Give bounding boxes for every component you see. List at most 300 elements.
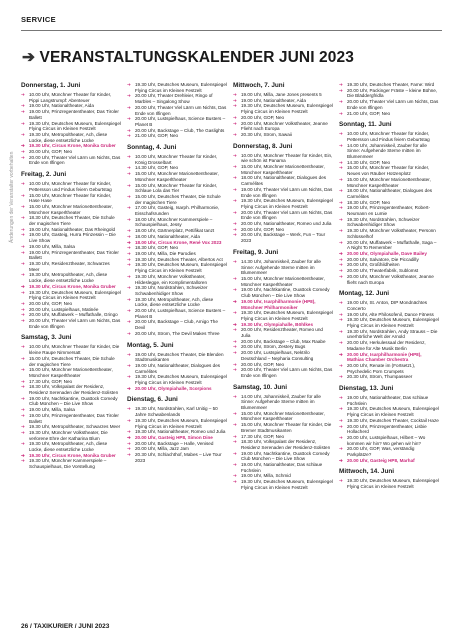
event-text: 18.00 Uhr, Gärtnerplatz, Pettifikat tanzt [135, 228, 215, 234]
arrow-icon: ➔ [127, 165, 131, 171]
event-item [127, 205, 227, 216]
event-columns [21, 82, 443, 602]
event-text: 15.00 Uhr, Münchner Marionettentheater, Münchner Kasperltheater [29, 367, 113, 378]
event-item [339, 188, 439, 199]
arrow-icon: ➔ [127, 330, 131, 336]
event-text: 20.00 Uhr, Renate im (Fortsetzt.), Psychedelic Porn Crumpets [347, 362, 416, 374]
arrow-icon: ➔ [233, 97, 237, 103]
event-text: 19.30 Uhr, Deutsches Museum, Eulenspiegel Flying Circus im Kleinen Festzelt [347, 317, 439, 329]
arrow-icon: ➔ [127, 434, 131, 440]
event-text: 20.00 Uhr, Lustspielhaus, Science Busters – Planet B [135, 116, 226, 127]
event-item [339, 274, 439, 285]
event-item [127, 116, 227, 127]
arrow-icon: ➔ [21, 120, 25, 126]
event-item [339, 424, 439, 435]
event-text: 19.00 Uhr, Theater Viel Lärm um Nichts, Das Ende von Ilfingen [241, 186, 333, 198]
day-heading: Samstag, 10. Juni [233, 383, 287, 391]
event-text: 20.00 Uhr, Backstage – Werk, Fun – Tour 2023 [241, 232, 326, 244]
event-text: 17.00 Uhr, Gasteig, Isarph. Philharmonie, Eisschafsrunden [135, 205, 220, 217]
event-item [127, 285, 227, 296]
arrow-icon: ➔ [127, 93, 131, 99]
section-divider [21, 30, 442, 31]
arrow-icon: ➔ [127, 262, 131, 268]
arrow-icon: ➔ [339, 362, 343, 368]
event-text: 19.00 Uhr, Milla, Die Parodies [135, 250, 196, 256]
arrow-icon: ➔ [339, 176, 343, 182]
arrow-icon: ➔ [233, 226, 237, 232]
arrow-icon: ➔ [21, 412, 25, 418]
arrow-icon: ➔ [127, 285, 131, 291]
event-item [339, 228, 439, 239]
event-text: 19.30 Uhr, Deutsches Museum, Eulenspiegel Flying Circus im Kleinen Festzelt [135, 82, 227, 93]
event-item [127, 105, 227, 116]
event-item [127, 133, 227, 139]
event-text: 10.00 Uhr, Münchner Theater für Kinder, Ein, wie schön ist Panama [241, 152, 333, 164]
event-text: 19.30 Uhr, Deutsches Museum, Eulenspiegel Flying Circus im Kleinen Festzelt [241, 479, 333, 490]
event-item [339, 165, 439, 176]
event-text: 19.30 Uhr, Metropoltheater, Ach, diese Lücke, diese entsetzliche Lücke [29, 441, 108, 453]
day-heading: Donnerstag, 1. Juni [21, 82, 81, 89]
event-text: 19.00 Uhr, Milla, Schmid [241, 473, 291, 479]
arrow-icon: ➔ [127, 133, 131, 139]
event-item [21, 384, 121, 395]
event-text: 19.30 Uhr, Deutsches Museum, Eulenspiegel Flying Circus im Kleinen Festzelt [29, 289, 121, 301]
arrow-icon: ➔ [339, 239, 343, 245]
event-item [21, 261, 121, 272]
arrow-icon: ➔ [21, 192, 25, 198]
arrow-icon: ➔ [127, 446, 131, 452]
event-item [339, 240, 439, 251]
event-text: 18.30 Uhr, Volkspalast der Residenz, Residenz Serenaden der Residenz-Solisten [29, 384, 119, 396]
event-text: 20.00 Uhr, Isarphilharmonie (HP8), Mathias Chamber Orchestra [347, 351, 422, 363]
day-heading: Freitag, 2. Juni [21, 171, 67, 179]
event-item [21, 250, 121, 261]
arrow-icon: ➔ [127, 440, 131, 446]
arrow-icon: ➔ [21, 458, 25, 464]
event-text: 20.30 Uhr, Schlachthof, Mabes – Live Tour 2023 [135, 452, 222, 463]
arrow-icon: ➔ [21, 318, 25, 324]
event-text: 20.00 Uhr, Theater Drehleier, Ringo of Marbles – Singalong Show [135, 93, 213, 105]
day-heading: Mittwoch, 7. Juni [233, 82, 285, 89]
event-text: 14.30 Uhr, Johanniskeil, Zauber für alle Sinne: Aufgehende Sterne mitten im Blumenmeer [241, 258, 321, 276]
event-item [339, 374, 439, 380]
event-text: 19.30 Uhr, Deutsches Museum, Eulenspiegel Flying Circus im Kleinen Festzelt [135, 262, 227, 274]
event-text: 18.00 Uhr, Nationaltheater, Dialogues des Carmélites [347, 188, 433, 199]
arrow-icon: ➔ [233, 175, 237, 181]
event-text: 18.00 Uhr, Circus Krone, René Vox 2023 [135, 239, 222, 245]
event-item [21, 92, 121, 103]
arrow-icon: ➔ [127, 429, 131, 435]
arrow-icon: ➔ [127, 385, 131, 391]
event-item [339, 143, 439, 160]
event-text: 20.00 Uhr, Lustspielhaus, Nektrilo Deutschland – Nepharia Consulting [241, 350, 314, 361]
event-item [233, 287, 333, 298]
event-item [21, 181, 121, 192]
event-text: 19.00 Uhr, Nachtkantine, Ouattock Comedy Club München – Die Live Show [241, 450, 330, 462]
event-text: 19.30 Uhr, Deutsches Theater, Albertos Act [135, 256, 223, 262]
event-text: 18.00 Uhr, Münchner Kammerspiele – Schauspielhaus, Jessy [135, 216, 213, 228]
event-text: 20.00 Uhr, Olympiahalle, Scorpions [135, 385, 212, 391]
event-item [21, 344, 121, 355]
arrow-icon: ➔ [339, 311, 343, 317]
event-text: 21.00 Uhr, GOP, Neo [347, 110, 391, 116]
arrow-icon: ➔ [127, 245, 131, 251]
event-item [21, 204, 121, 215]
arrow-icon: ➔ [21, 103, 25, 109]
event-text: 20.00 Uhr, GOP, Neo [241, 226, 285, 232]
arrow-icon: ➔ [233, 433, 237, 439]
arrow-icon: ➔ [233, 479, 237, 485]
event-text: 14.30 Uhr, GOP, Neo [135, 165, 179, 171]
arrow-icon: ➔ [339, 268, 343, 274]
event-text: 20.00 Uhr, Nationaltheater, Romeo und Julia [241, 221, 332, 227]
arrow-icon: ➔ [339, 395, 343, 401]
event-text: 19.00 Uhr, Prinzregententheater, Das Tiroler Ballett [29, 412, 119, 424]
arrow-icon: ➔ [127, 452, 131, 458]
arrow-icon: ➔ [339, 199, 343, 205]
event-item [21, 458, 121, 469]
event-text: 19.30 Uhr, Circus Krone, Monika Gruber [29, 452, 116, 458]
event-text: 19.00 Uhr, Prinzregententheater, Das Tiroler Ballett [29, 249, 119, 261]
arrow-icon: ➔ [233, 473, 237, 479]
event-text: 19.00 Uhr, Prinzregententheater, Robert-Neumann en Lumie [347, 205, 430, 217]
event-item [233, 394, 333, 411]
event-text: 15.00 Uhr, Münchner Theater für Kinder, Neues von Räuber Hotzenplotz [347, 165, 430, 177]
event-item [233, 422, 333, 433]
event-text: 19.00 Uhr, Nationaltheater, Das schlaue Füchslein [241, 462, 323, 473]
event-text: 20.00 Uhr, Muffatwerk – Muffathalle, Saga – A Night To Remember [347, 239, 437, 251]
event-text: 19.00 Uhr, Gasteig, Hurra Prinzessin – Die Live Show [29, 232, 116, 244]
event-text: 19.00 Uhr, Nationaltheater, Das Rheingold [29, 226, 116, 232]
arrow-icon: ➔ [21, 378, 25, 384]
event-text: 19.00 Uhr, Prinzregententheater, Das Tiroler Ballett [29, 109, 119, 120]
arrow-icon: ➔ [21, 441, 25, 447]
event-item [339, 88, 439, 99]
event-text: 20.00 Uhr, GOP, Was, verständig Parkplätze? [347, 446, 415, 458]
event-text: 14.00 Uhr, Johanniskeil, Zauber für alle Sinne: Aufgehende Sterne mitten im Blumenmeer [347, 142, 427, 160]
event-text: 20.00 Uhr, Münchner Volkstheater, Jeanne Flieht nach Europa [241, 120, 328, 132]
event-item [339, 406, 439, 417]
arrow-icon: ➔ [21, 215, 25, 221]
event-text: 19.30 Uhr, Nordstrahlen, Schweizer Schwabenhidiger Show [135, 285, 208, 296]
arrow-icon: ➔ [21, 181, 25, 187]
event-item [233, 198, 333, 209]
arrow-icon: ➔ [21, 149, 25, 155]
event-text: 20.00 Uhr, Strom, The Devil Makes Three [135, 330, 220, 336]
event-text: 20.00 Uhr, Gasteig HP8, Marhaf [347, 457, 415, 463]
title-arrow-icon: ➔ [22, 49, 36, 66]
arrow-icon: ➔ [21, 283, 25, 289]
event-item [21, 290, 121, 301]
day-heading: Sonntag, 4. Juni [127, 144, 177, 152]
arrow-icon: ➔ [233, 422, 237, 428]
calendar-column [233, 82, 333, 602]
event-item [21, 193, 121, 204]
event-item [21, 155, 121, 166]
event-item [233, 327, 333, 338]
event-text: 20.00 Uhr, Prinzregententheater, Lisbie Hollacherd [347, 423, 427, 435]
event-item [339, 300, 439, 311]
arrow-icon: ➔ [21, 92, 25, 97]
event-item [339, 363, 439, 374]
arrow-icon: ➔ [233, 462, 237, 468]
arrow-icon: ➔ [233, 131, 237, 137]
event-text: 18.00 Uhr, Nationaltheater, Dialogues des Carmélites [241, 175, 327, 187]
event-text: 19.00 Uhr, Deutsches Theater, Die Blenden Stadtmusikanten [135, 351, 224, 363]
event-text: 19.30 Uhr, Circus Krone, Monika Gruber [29, 283, 116, 289]
event-item [339, 478, 439, 489]
event-item [339, 329, 439, 340]
arrow-icon: ➔ [339, 478, 343, 484]
event-text: 15.00 Uhr, Deutsches Theater, Die Schule der magischen Tiere [135, 193, 221, 205]
event-item [21, 272, 121, 283]
event-item [127, 374, 227, 385]
event-item [339, 131, 439, 142]
arrow-icon: ➔ [21, 355, 25, 361]
event-text: 19.30 Uhr, Circus Krone, Monika Gruber [29, 143, 116, 149]
arrow-icon: ➔ [21, 249, 25, 255]
arrow-icon: ➔ [21, 384, 25, 390]
event-text: 20.00 Uhr, Theaterfabrik, Sublomst [347, 268, 419, 274]
event-item [233, 103, 333, 114]
event-item [233, 132, 333, 138]
event-text: 19.30 Uhr, Münchner Volkstheater, Personn Schlüsselhof [347, 228, 436, 239]
event-text: 18.30 Uhr, GOP, Neo [347, 199, 391, 205]
event-item [21, 121, 121, 132]
event-text: 19.30 Uhr, Metropoltheater, Ach, diese Lücke, diese entsetzliche Lücke [29, 272, 108, 284]
arrow-icon: ➔ [339, 142, 343, 148]
arrow-icon: ➔ [339, 457, 343, 463]
event-text: 20.00 Uhr, Münchner Volkstheater, Jeanne flieht nach Europa [347, 273, 434, 285]
event-item [21, 215, 121, 226]
arrow-icon: ➔ [21, 300, 25, 306]
event-text: 19.00 Uhr, Milla, Jane Jones presents 5 [241, 92, 322, 97]
event-item [21, 318, 121, 329]
arrow-icon: ➔ [21, 226, 25, 232]
event-item [339, 395, 439, 406]
event-text: 19.30 Uhr, Deutsches Museum, Eulenspiegel Flying Circus im Kleinen Festzelt [241, 310, 333, 321]
event-text: 20.00 Uhr, Theater Viel Lärm um Nichts, Das Ende von Ilfingen [241, 209, 333, 221]
arrow-icon: ➔ [233, 152, 237, 158]
event-item [339, 111, 439, 117]
event-item [127, 352, 227, 363]
calendar-column [127, 82, 227, 602]
event-item [233, 451, 333, 462]
event-item [127, 82, 227, 93]
arrow-icon: ➔ [339, 165, 343, 171]
event-text: 19.30 Uhr, Deutsches Museum, Eulenspiegel Flying Circus im Kleinen Festzelt [135, 374, 227, 386]
arrow-icon: ➔ [233, 439, 237, 445]
arrow-icon: ➔ [127, 417, 131, 423]
arrow-icon: ➔ [127, 256, 131, 262]
event-text: 20.00 Uhr, Lustspielhaus, Hilbert – Wo kommen wir hin? Wo gehen wir hin? [347, 434, 426, 446]
event-item [339, 317, 439, 328]
event-item [233, 479, 333, 490]
arrow-icon: ➔ [339, 317, 343, 323]
arrow-icon: ➔ [21, 109, 25, 115]
event-text: 15.00 Uhr, Münchner Marionettentheater, Münchner Kasperltheater [241, 164, 325, 175]
arrow-icon: ➔ [127, 104, 131, 110]
event-text: 19.30 Uhr, Nationaltheater, Romeo und Julia [135, 429, 226, 435]
event-item [127, 93, 227, 104]
event-text: 19.30 Uhr, Deutsches Theater, Cocktail Haze [347, 417, 439, 423]
event-item [233, 232, 333, 243]
event-text: 18.30 Uhr, Volkspalast der Residenz, Residenz Serenaden der Residenz-Solisten [241, 439, 331, 450]
page-footer: 26 / TAXIKURIER / JUNI 2023 [21, 623, 110, 630]
event-text: 15.00 Uhr, Münchner Marionettentheater, Münchner Kasperltheater [241, 410, 325, 422]
event-item [339, 217, 439, 228]
arrow-icon: ➔ [233, 287, 237, 293]
event-text: 20.30 Uhr, Strom, Thumpasseer [347, 374, 413, 380]
arrow-icon: ➔ [21, 424, 25, 430]
arrow-icon: ➔ [127, 127, 131, 133]
arrow-icon: ➔ [233, 393, 237, 399]
event-text: 20.00 Uhr, GOP, Neo [29, 300, 73, 306]
day-heading: Dienstag, 6. Juni [127, 396, 178, 404]
event-item [21, 232, 121, 243]
arrow-icon: ➔ [127, 296, 131, 302]
event-text: 19.00 Uhr, Nationaltheater, Aida [29, 103, 94, 109]
event-item [21, 413, 121, 424]
day-heading: Sonntag, 11. Juni [339, 121, 392, 129]
event-text: 20.00 Uhr, Theater Viel Lärm um Nichts, Das Ende von Ilfingen [29, 154, 121, 166]
arrow-icon: ➔ [127, 406, 131, 412]
event-text: 10.00 Uhr, Münchner Theater für Kinder, Die kleine Raupe Nimmersatt [29, 344, 120, 356]
arrow-icon: ➔ [127, 228, 131, 234]
event-text: 18.30 Uhr, GOP, Neo [135, 245, 179, 251]
event-item [339, 99, 439, 110]
event-text: 20.00 Uhr, Großhildheiten [347, 262, 400, 268]
event-text: 19.30 Uhr, Nordstrahlen, Andy Strauss – Die unerhörliche Welt der Arnold [347, 328, 438, 340]
event-text: 15.00 Uhr, Münchner Marionettentheater, Münchner Kasperltheater [241, 275, 325, 287]
arrow-icon: ➔ [339, 82, 343, 87]
arrow-icon: ➔ [21, 272, 25, 278]
arrow-icon: ➔ [21, 306, 25, 312]
event-text: 20.00 Uhr, Lustspielhaus, Science Busters – Planet B [135, 308, 226, 319]
page-title [22, 48, 354, 67]
arrow-icon: ➔ [339, 188, 343, 194]
arrow-icon: ➔ [233, 198, 237, 204]
arrow-icon: ➔ [339, 228, 343, 234]
arrow-icon: ➔ [233, 321, 237, 327]
event-text: 20.00 Uhr, Backstage – Club, Max Raabe [241, 338, 326, 344]
event-item-highlight [127, 386, 227, 392]
event-item [339, 435, 439, 446]
arrow-icon: ➔ [339, 131, 343, 137]
arrow-icon: ➔ [339, 273, 343, 279]
event-item [127, 154, 227, 165]
arrow-icon: ➔ [233, 275, 237, 281]
arrow-icon: ➔ [127, 273, 131, 279]
event-text: 19.30 Uhr, Metropoltheater, Ach, diese Lücke, diese entsetzliche Lücke [135, 296, 214, 308]
arrow-icon: ➔ [127, 182, 131, 188]
event-item [233, 210, 333, 221]
event-text: 19.00 Uhr, Milla, Salsa [29, 407, 75, 413]
event-text: 19.30 Uhr, Deutsches Museum, Eulenspiegel Flying Circus im Kleinen Festzelt [241, 103, 333, 115]
event-item [127, 171, 227, 182]
arrow-icon: ➔ [21, 367, 25, 373]
event-text: 20.00 Uhr, Salvatore, Die Piccadilly [347, 256, 419, 262]
event-text: 19.30 Uhr, Metropoltheater, Schwarzes Meer [29, 424, 121, 430]
arrow-icon: ➔ [339, 216, 343, 222]
arrow-icon: ➔ [127, 308, 131, 314]
event-text: 20.00 Uhr, Theater Viel Lärm um Nichts, Das Ende von Ilfingen [29, 318, 121, 329]
event-text: 19.30 Uhr, Deutsches Museum, Eulenspiegel Flying Circus im Kleinen Festzelt [241, 198, 333, 209]
arrow-icon: ➔ [339, 340, 343, 346]
arrow-icon: ➔ [233, 103, 237, 109]
arrow-icon: ➔ [127, 233, 131, 239]
arrow-icon: ➔ [339, 99, 343, 105]
event-text: 18.30 Uhr, Deutsches Theater, Die Schule der magischen Tiere [29, 215, 115, 227]
calendar-column [21, 82, 121, 602]
event-item [233, 259, 333, 276]
arrow-icon: ➔ [233, 209, 237, 215]
arrow-icon: ➔ [21, 452, 25, 458]
event-text: 19.30 Uhr, Nordstrahlen, Karl Unitig – 50 Jahre Schwabenlands [135, 406, 218, 418]
arrow-icon: ➔ [127, 154, 131, 160]
event-text: 20.00 Uhr, GOP, Neo [241, 361, 285, 367]
event-item [233, 367, 333, 378]
arrow-icon: ➔ [339, 110, 343, 116]
arrow-icon: ➔ [233, 350, 237, 356]
event-text: 15.00 Uhr, Münchner Marionettentheater, Münchner Kasperltheater [347, 176, 431, 188]
event-text: 14.30 Uhr, GOP, Neo [347, 159, 391, 165]
arrow-icon: ➔ [127, 362, 131, 368]
event-text: 19.30 Uhr, Deutsches Museum, Eulenspiegel Flying Circus im Kleinen Festzelt [347, 478, 439, 490]
event-item [233, 121, 333, 132]
event-item [127, 297, 227, 308]
event-text: 20.00 Uhr, Gasteig HP8, Simon Dine [135, 434, 213, 440]
event-item [233, 350, 333, 361]
arrow-icon: ➔ [339, 423, 343, 429]
event-text: 15.00 Uhr, Münchner Marionettentheater, Münchner Kasperltheater [29, 203, 113, 215]
event-item [339, 446, 439, 457]
event-text: 20.00 Uhr, Olympiahalle, Dave Bailey [347, 250, 427, 256]
arrow-icon: ➔ [339, 446, 343, 452]
day-heading: Donnerstag, 8. Juni [233, 142, 293, 150]
event-item [233, 411, 333, 422]
event-item [127, 274, 227, 285]
arrow-icon: ➔ [339, 87, 343, 93]
event-text: 21.00 Uhr, GOP, Neo [135, 133, 179, 139]
event-item [21, 132, 121, 143]
event-text: 15.00 Uhr, Münchner Theater für Kinder, Schlaue Lola das Tier [135, 182, 218, 194]
event-text: 20.00 Uhr, Backstage – Club, Amigo The Devil [135, 319, 218, 331]
event-text: 17.30 Uhr, GOP, Neo [29, 378, 73, 384]
event-text: 19.00 Uhr, Nationaltheater, Das schlaue Füchslein [347, 395, 429, 406]
arrow-icon: ➔ [233, 298, 237, 304]
event-text: 20.00 Uhr, Milla, Jazz Jam [135, 446, 189, 452]
event-text: 20.00 Uhr, Theater Viel Lärm um Nichts, Das Ende von Ilfingen [241, 367, 333, 378]
arrow-icon: ➔ [127, 319, 131, 325]
arrow-icon: ➔ [127, 216, 131, 222]
event-text: 19.00 Uhr, Nationaltheater, Dialogues des Carmélites [135, 362, 221, 374]
arrow-icon: ➔ [21, 407, 25, 413]
event-text: 20.00 Uhr, Theater Viel Lärm um Nichts, Das Ende von Ilfingen [347, 99, 439, 110]
arrow-icon: ➔ [339, 417, 343, 423]
disclaimer-text: Änderungen der Veranstalter vorbehalten [9, 151, 15, 243]
event-item [21, 430, 121, 441]
event-text: 19.00 Uhr, Nachtkantine, Ouattock Comedy Club München – Die Live Show [29, 395, 118, 407]
event-item [127, 406, 227, 417]
event-text: 10.00 Uhr, Münchner Theater für Kinder, Pippi Langstrumpf: Abenteuer [29, 92, 112, 103]
event-text: 20.00 Uhr, Backstage – Club, The Gaslights [135, 127, 225, 133]
event-text: 19.30 Uhr, Münchner Kammerspiele – Schauspielhaus, Die Vorstellung [29, 458, 107, 470]
event-text: 19.30 Uhr, Nordstrahlen, Schweizer Schwabenhidiger Show [347, 216, 420, 228]
arrow-icon: ➔ [127, 250, 131, 256]
event-text: 19.30 Uhr, Deutsches Museum, Eulenspiegel Flying Circus im Kleinen Festzelt [135, 417, 227, 429]
arrow-icon: ➔ [339, 374, 343, 380]
